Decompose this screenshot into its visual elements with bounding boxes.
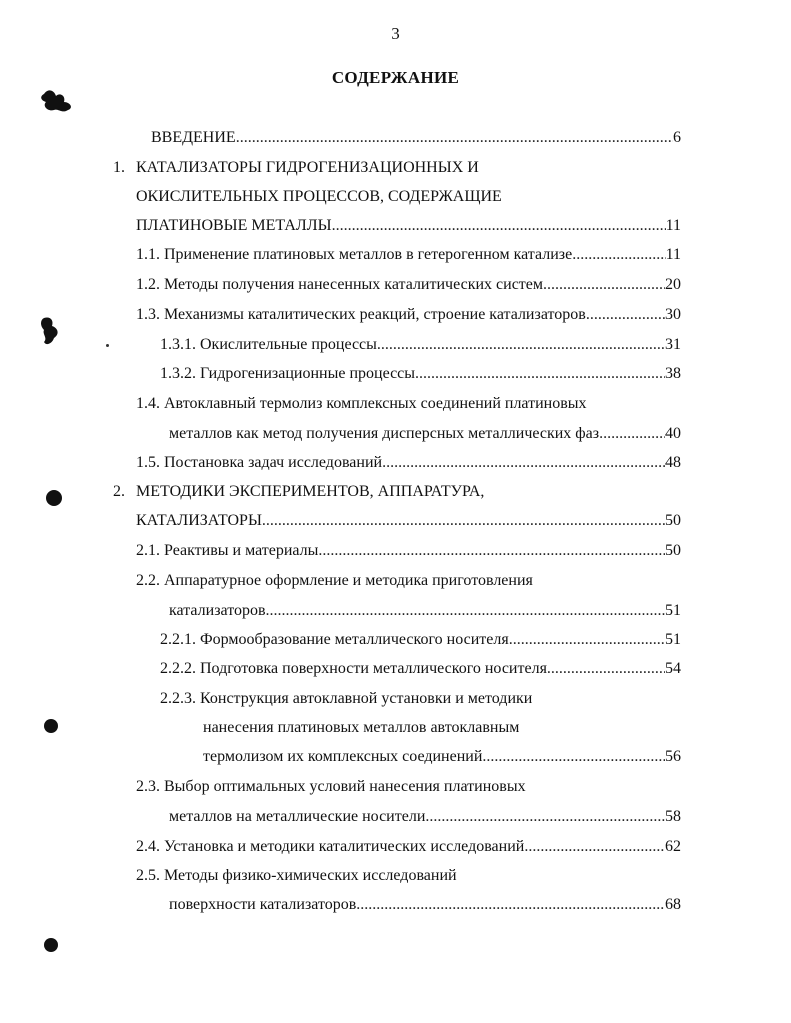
toc-page-number: 30 [665, 306, 681, 323]
toc-chapter-1-line1[interactable]: КАТАЛИЗАТОРЫ ГИДРОГЕНИЗАЦИОННЫХ И [136, 159, 479, 176]
toc-entry-1-3-2[interactable] [160, 364, 681, 384]
leader-dots [262, 511, 665, 531]
leader-dots [524, 837, 665, 857]
leader-dots [586, 305, 665, 325]
toc-entry-2-5-line2[interactable] [169, 895, 681, 915]
toc-page-number: 6 [673, 129, 681, 146]
leader-dots [482, 747, 665, 767]
page-number: 3 [391, 24, 400, 43]
toc-entry-2-5-line1[interactable]: 2.5. Методы физико-химических исследований [136, 867, 457, 884]
toc-entry-text: 2.2.1. Формообразование металлического носителя [160, 631, 509, 648]
toc-entry-2-2-line2[interactable] [169, 601, 681, 621]
toc-entry-text: металлов на металлические носители [169, 808, 426, 825]
toc-entry-text: металлов как метод получения дисперсных металлических фаз [169, 425, 600, 442]
binding-hole-mark [38, 316, 62, 348]
leader-dots [382, 453, 665, 473]
leader-dots [332, 216, 666, 236]
toc-entry-text: 2.4. Установка и методики каталитических исследований [136, 838, 525, 855]
toc-page-number: 58 [665, 808, 681, 825]
toc-entry-1-5[interactable] [136, 453, 681, 473]
toc-entry-intro[interactable] [151, 128, 681, 148]
leader-dots [356, 895, 665, 915]
toc-page-number: 54 [665, 660, 681, 677]
toc-entry-text: катализаторов [169, 602, 266, 619]
toc-page-number: 51 [665, 631, 681, 648]
toc-entry-text: 2.1. Реактивы и материалы [136, 542, 319, 559]
toc-page-number: 50 [665, 542, 681, 559]
toc-entry-text: 1.3.2. Гидрогенизационные процессы [160, 365, 416, 382]
toc-entry-1-2[interactable] [136, 275, 681, 295]
toc-entry-2-2-3-line3[interactable] [203, 747, 681, 767]
toc-entry-text: 1.3.1. Окислительные процессы [160, 336, 377, 353]
toc-entry-2-3-line2[interactable] [169, 807, 681, 827]
leader-dots [599, 424, 665, 444]
toc-chapter-1-line3[interactable] [136, 216, 681, 236]
binding-hole-mark [46, 490, 62, 506]
toc-chapter-1-line2[interactable]: ОКИСЛИТЕЛЬНЫХ ПРОЦЕССОВ, СОДЕРЖАЩИЕ [136, 188, 502, 205]
toc-entry-2-2-1[interactable] [160, 630, 681, 650]
toc-page-number: 50 [665, 512, 681, 529]
toc-page-number: 20 [665, 276, 681, 293]
toc-entry-1-1[interactable] [136, 245, 681, 265]
toc-page-number: 48 [665, 454, 681, 471]
toc-entry-text: ПЛАТИНОВЫЕ МЕТАЛЛЫ [136, 217, 332, 234]
toc-page-number: 11 [665, 246, 681, 263]
toc-entry-text: 2.2.2. Подготовка поверхности металлического носителя [160, 660, 547, 677]
toc-entry-2-2-2[interactable] [160, 659, 681, 679]
toc-entry-text: 1.2. Методы получения нанесенных каталитических систем [136, 276, 544, 293]
toc-entry-2-1[interactable] [136, 541, 681, 561]
toc-entry-2-2-3-line1[interactable]: 2.2.3. Конструкция автоклавной установки и методики [160, 690, 533, 707]
leader-dots [509, 630, 665, 650]
toc-page-number: 38 [665, 365, 681, 382]
binding-hole-mark [44, 938, 58, 952]
scan-speck [106, 344, 109, 347]
toc-entry-2-2-line1[interactable]: 2.2. Аппаратурное оформление и методика приготовления [136, 572, 533, 589]
toc-entry-2-2-3-line2[interactable]: нанесения платиновых металлов автоклавным [203, 719, 520, 736]
toc-page-number: 11 [665, 217, 681, 234]
toc-entry-text: 1.5. Постановка задач исследований [136, 454, 383, 471]
leader-dots [318, 541, 665, 561]
toc-page-number: 62 [665, 838, 681, 855]
toc-chapter-2-line2[interactable] [136, 511, 681, 531]
toc-chapter-number: 2. [113, 483, 125, 500]
leader-dots [547, 659, 665, 679]
toc-chapter-number: 1. [113, 159, 125, 176]
leader-dots [425, 807, 665, 827]
page-title: СОДЕРЖАНИЕ [331, 68, 460, 87]
toc-entry-text: 1.1. Применение платиновых металлов в гетерогенном катализе [136, 246, 573, 263]
toc-entry-text: поверхности катализаторов [169, 896, 357, 913]
binding-hole-mark [44, 719, 58, 733]
leader-dots [543, 275, 665, 295]
toc-entry-1-4-line2[interactable] [169, 424, 681, 444]
toc-entry-text: 1.3. Механизмы каталитических реакций, строение катализаторов [136, 306, 586, 323]
toc-page-number: 31 [665, 336, 681, 353]
toc-entry-1-3-1[interactable] [160, 335, 681, 355]
binding-hole-mark [40, 88, 80, 116]
leader-dots [377, 335, 665, 355]
leader-dots [572, 245, 665, 265]
toc-entry-1-4-line1[interactable]: 1.4. Автоклавный термолиз комплексных соединений платиновых [136, 395, 587, 412]
leader-dots [266, 601, 665, 621]
toc-entry-text: КАТАЛИЗАТОРЫ [136, 512, 262, 529]
toc-entry-2-4[interactable] [136, 837, 681, 857]
toc-page-number: 56 [665, 748, 681, 765]
toc-entry-text: ВВЕДЕНИЕ [151, 129, 236, 146]
leader-dots [415, 364, 665, 384]
leader-dots [236, 128, 673, 148]
toc-entry-1-3[interactable] [136, 305, 681, 325]
toc-entry-2-3-line1[interactable]: 2.3. Выбор оптимальных условий нанесения платиновых [136, 778, 526, 795]
toc-page-number: 68 [665, 896, 681, 913]
toc-page-number: 51 [665, 602, 681, 619]
toc-page-number: 40 [665, 425, 681, 442]
toc-chapter-2-line1[interactable]: МЕТОДИКИ ЭКСПЕРИМЕНТОВ, АППАРАТУРА, [136, 483, 485, 500]
toc-entry-text: термолизом их комплексных соединений [203, 748, 483, 765]
